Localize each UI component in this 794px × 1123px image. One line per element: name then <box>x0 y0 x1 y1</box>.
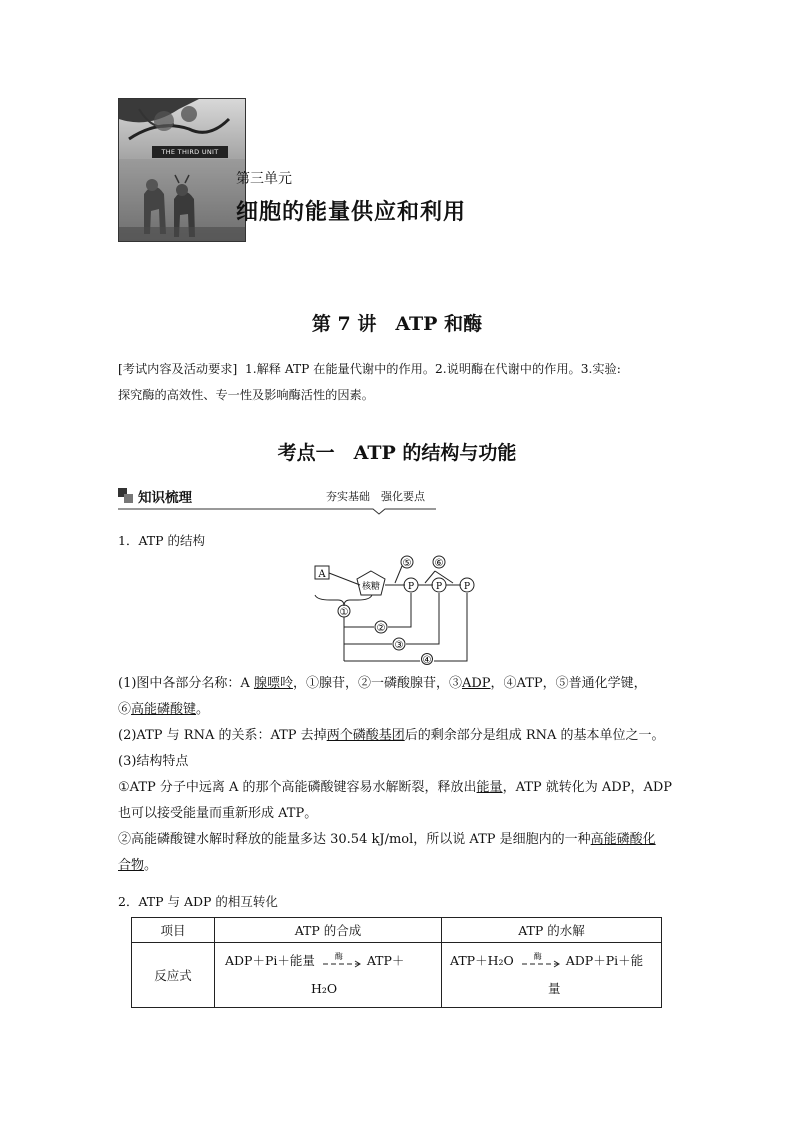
diagram-phosphate-1: P <box>407 582 415 592</box>
p1-answer-adp: ADP <box>461 676 491 691</box>
knowledge-bar-rule <box>118 506 436 516</box>
p5-answer-compound-2: 合物 <box>118 858 145 873</box>
p1-answer-adenine: 腺嘌呤 <box>253 676 293 691</box>
p4-answer-energy: 能量 <box>476 780 503 795</box>
table-header-synthesis: ATP 的合成 <box>215 918 442 943</box>
diagram-label-4: ④ <box>422 655 432 665</box>
paragraph-bond-hydrolysis <box>118 775 680 827</box>
hydrolysis-products: ADP＋Pi＋能 <box>565 953 644 968</box>
enzyme-label-hydrolysis: 酶 <box>533 951 542 961</box>
p2-text-c: 后的剩余部分是组成 RNA 的基本单位之一。 <box>404 728 665 743</box>
knowledge-bar-subtitle: 夯实基础 强化要点 <box>326 490 425 503</box>
p5-text-d: 。 <box>144 858 158 873</box>
diagram-label-3: ③ <box>394 640 404 651</box>
p1-text-c: ，①腺苷，②一磷酸腺苷，③ <box>292 676 462 691</box>
synthesis-products-line2: H₂O <box>311 981 338 996</box>
table-hydrolysis-equation <box>442 943 662 1008</box>
table-synthesis-equation <box>215 943 442 1008</box>
requirements-line2: 探究酶的高效性、专一性及影响酶活性的因素。 <box>118 388 374 402</box>
synthesis-products: ATP＋ <box>366 953 405 968</box>
p2-answer-phosphate-groups: 两个磷酸基团 <box>326 728 405 743</box>
table-row-label: 反应式 <box>132 943 215 1008</box>
diagram-ribose-label: 核糖 <box>361 582 381 592</box>
hydrolysis-reactants: ATP＋H₂O <box>450 953 514 968</box>
unit-cover-image <box>118 98 246 242</box>
hydrolysis-products-line2: 量 <box>548 981 561 996</box>
unit-number: 第三单元 <box>236 171 292 187</box>
paragraph-rna-relation <box>118 723 680 749</box>
diagram-label-6: ⑥ <box>434 558 444 569</box>
p1-answer-high-energy-bond: 高能磷酸键 <box>131 702 197 717</box>
requirements-line1: 1.解释 ATP 在能量代谢中的作用。2.说明酶在代谢中的作用。3.实验: <box>244 362 621 376</box>
atp-adp-table <box>131 917 662 1008</box>
diagram-label-1: ① <box>339 607 349 618</box>
section-title: 考点一 ATP 的结构与功能 <box>277 442 517 464</box>
enzyme-label-synthesis: 酶 <box>334 951 343 961</box>
requirements-label: [考试内容及活动要求] <box>118 362 238 376</box>
p4-text-c: ，ATP 就转化为 ADP，ADP <box>502 780 673 795</box>
p5-answer-compound-1: 高能磷酸化 <box>590 832 656 847</box>
knowledge-bar-icon <box>118 488 133 503</box>
diagram-adenine-label: A <box>318 569 326 580</box>
diagram-phosphate-2: P <box>435 582 443 592</box>
p5-text-a: ②高能磷酸键水解时释放的能量多达 30.54 kJ/mol，所以说 ATP 是细胞内的一种 <box>118 832 591 847</box>
p4-text-a: ①ATP 分子中远离 A 的那个高能磷酸键容易水解断裂，释放出 <box>118 780 477 795</box>
p1-text-a: (1)图中各部分名称：A <box>118 676 254 691</box>
diagram-label-5: ⑤ <box>402 558 412 569</box>
p1-text-f: ⑥ <box>118 702 132 717</box>
p1-text-e: ，④ATP，⑤普通化学键， <box>490 676 647 691</box>
paragraph-structure-features: (3)结构特点 <box>118 754 189 769</box>
synthesis-reactants: ADP＋Pi＋能量 <box>225 953 315 968</box>
p2-text-a: (2)ATP 与 RNA 的关系：ATP 去掉 <box>118 728 327 743</box>
enzyme-arrow-hydrolysis <box>518 951 562 969</box>
knowledge-bar-title: 知识梳理 <box>138 490 192 506</box>
diagram-phosphate-3: P <box>463 582 471 592</box>
heading-atp-structure: 1．ATP 的结构 <box>118 533 206 548</box>
paragraph-energy-amount <box>118 827 680 879</box>
table-header-item: 项目 <box>132 918 215 943</box>
diagram-label-2: ② <box>376 623 386 634</box>
p1-text-h: 。 <box>196 702 210 717</box>
requirements <box>118 356 678 408</box>
table-header-hydrolysis: ATP 的水解 <box>442 918 662 943</box>
atp-structure-diagram <box>310 553 490 665</box>
paragraph-names <box>118 671 680 723</box>
unit-title: 细胞的能量供应和利用 <box>236 200 467 225</box>
heading-atp-adp-conversion: 2．ATP 与 ADP 的相互转化 <box>118 894 278 909</box>
p4-text-d: 也可以接受能量而重新形成 ATP。 <box>118 806 318 821</box>
unit-image-caption: THE THIRD UNIT <box>152 146 228 158</box>
lecture-title: 第 7 讲 ATP 和酶 <box>311 313 483 335</box>
enzyme-arrow-synthesis <box>319 951 363 969</box>
